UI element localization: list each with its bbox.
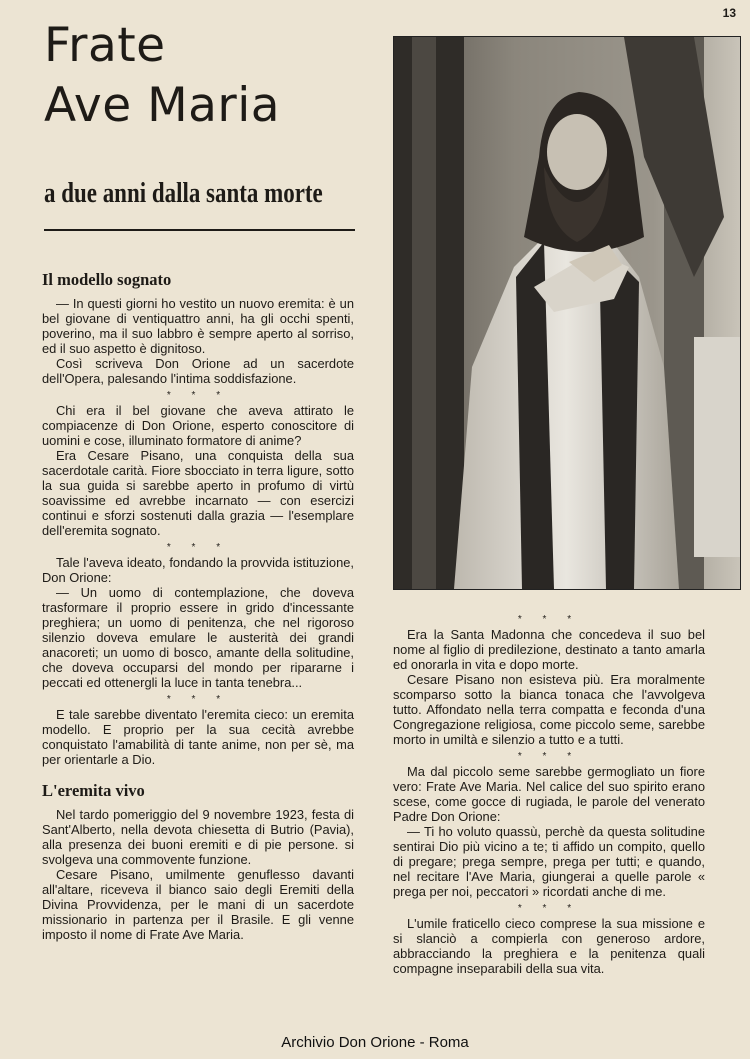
section-separator: * * *: [517, 614, 581, 625]
article-subtitle: a due anni dalla santa morte: [44, 178, 323, 209]
paragraph: — Un uomo di contemplazione, che doveva trasformare il proprio essere in grido d'incessante preghiera; un uomo di penitenza, che nel rigoroso silenzio doveva emulare le austerità dei grandi anacoreti; un uomo di bosco, amante della solitudine, che doveva occuparsi del mondo per ripararne i peccati ed ottenergli la luce in tanta tenebra...: [42, 585, 354, 690]
paragraph: E tale sarebbe diventato l'eremita cieco: un eremita modello. E proprio per la sua cecità avrebbe conquistato l'amabilità di tante anime, non per sè, ma per orientarle a Dio.: [42, 707, 354, 767]
title-line-1: Frate: [44, 18, 166, 73]
paragraph: Era la Santa Madonna che concedeva il suo bel nome al figlio di predilezione, destinato a tanto amarla ed onorarla in vita e dopo morte.: [393, 627, 705, 672]
title-line-2: Ave Maria: [44, 78, 281, 133]
right-column: [393, 610, 705, 976]
paragraph: Tale l'aveva ideato, fondando la provvida istituzione, Don Orione:: [42, 555, 354, 585]
left-column: [42, 272, 354, 942]
section-separator: * * *: [166, 390, 230, 401]
section-separator: * * *: [166, 542, 230, 553]
hermit-photograph: [393, 36, 741, 590]
title-divider: [44, 229, 355, 231]
paragraph: Così scriveva Don Orione ad un sacerdote dell'Opera, palesando l'intima soddisfazione.: [42, 356, 354, 386]
paragraph: Cesare Pisano non esisteva più. Era moralmente scomparso sotto la bianca tonaca che l'avvolgeva tutto. Affondato nella terra compatta e feconda d'una Congregazione religiosa, come piccolo seme, sarebbe morto in umiltà e silenzio a tutto e a tutti.: [393, 672, 705, 747]
paragraph: — Ti ho voluto quassù, perchè da questa solitudine sentirai Dio più vicino a te; ti affido un compito, quello di pregare; prega sempre, prega per tutti; e quando, nel recitare l'Ave Maria, giungerai a quelle parole « prega per noi, peccatori » ricordati anche di me.: [393, 824, 705, 899]
hermit-photo-illustration: [394, 37, 740, 589]
section-separator: * * *: [517, 751, 581, 762]
section-separator: * * *: [517, 903, 581, 914]
paragraph: Era Cesare Pisano, una conquista della sua sacerdotale carità. Fiore sbocciato in terra ligure, sotto la sua guida si sarebbe aperto in profumo di virtù soavissime ed avrebbe incarnato — con esercizi continui e sforzi sostenuti dalla grazia — l'esemplare dell'eremita sognato.: [42, 448, 354, 538]
section-separator: * * *: [166, 694, 230, 705]
paragraph: Chi era il bel giovane che aveva attirato le compiacenze di Don Orione, esperto conoscitore di uomini e cose, illuminato formatore di anime?: [42, 403, 354, 448]
archive-footer: Archivio Don Orione - Roma: [281, 1034, 469, 1051]
paragraph: Nel tardo pomeriggio del 9 novembre 1923, festa di Sant'Alberto, nella devota chiesetta di Butrio (Pavia), alla presenza dei buoni eremiti e di pie persone. si svolgeva una commovente funzione.: [42, 807, 354, 867]
paragraph: Ma dal piccolo seme sarebbe germogliato un fiore vero: Frate Ave Maria. Nel calice del suo spirito erano scese, come gocce di rugiada, le parole del venerato Padre Don Orione:: [393, 764, 705, 824]
paragraph: L'umile fraticello cieco comprese la sua missione e si slanciò a compierla con generoso ardore, abbracciando la preghiera e la penitenza quali compagne inseparabili della sua vita.: [393, 916, 705, 976]
paragraph: Cesare Pisano, umilmente genuflesso davanti all'altare, riceveva il bianco saio degli Eremiti della Divina Provvidenza, per le mani di un sacerdote missionario in partenza per il Brasile. E gli venne imposto il nome di Frate Ave Maria.: [42, 867, 354, 942]
page-number: 13: [722, 6, 736, 20]
section-heading-modello: Il modello sognato: [42, 270, 172, 289]
section-heading-eremita-vivo: L'eremita vivo: [42, 781, 145, 800]
paragraph: — In questi giorni ho vestito un nuovo eremita: è un bel giovane di ventiquattro anni, ha gli occhi spenti, poverino, ma il suo labbro è sempre aperto al sorriso, ed il suo aspetto è dignitoso.: [42, 296, 354, 356]
article-title: [44, 16, 280, 136]
